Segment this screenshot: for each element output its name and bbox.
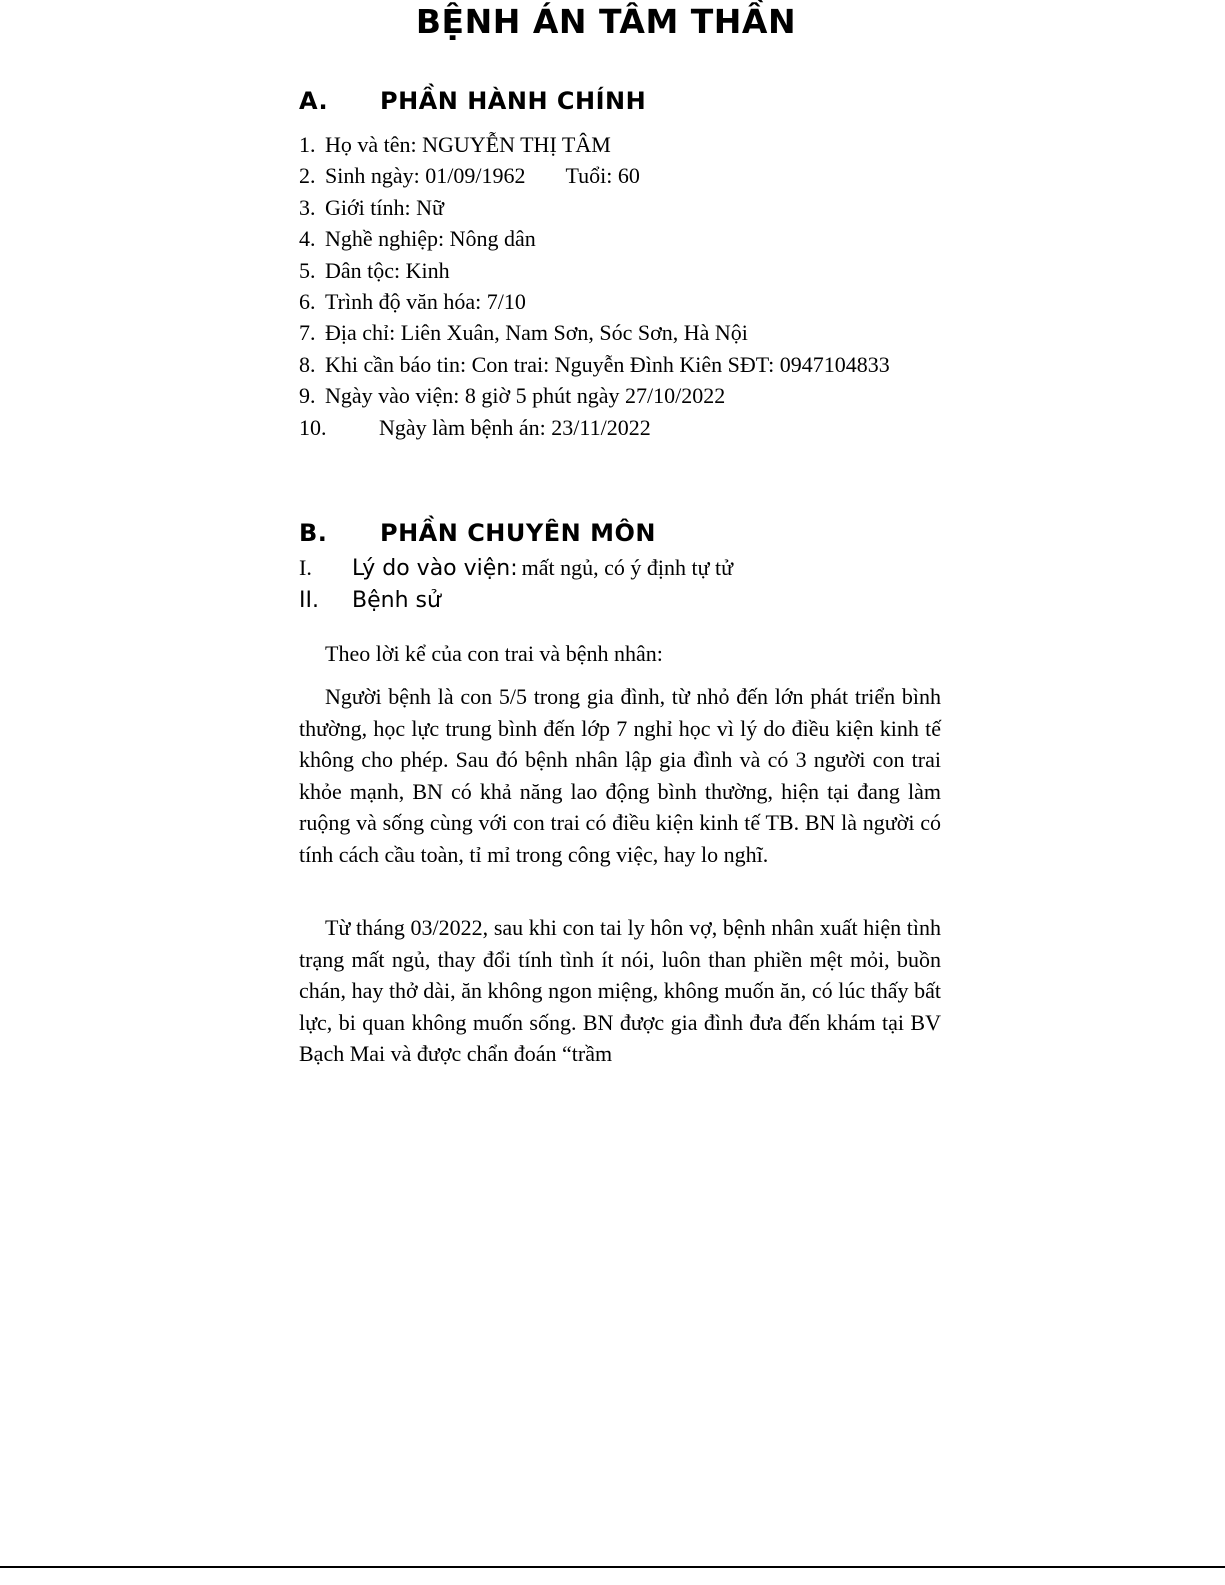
medical-history-label: Bệnh sử: [352, 588, 441, 613]
item-number: 4.: [299, 226, 316, 252]
list-item: [299, 412, 941, 443]
address: Địa chỉ: Liên Xuân, Nam Sơn, Sóc Sơn, Hà Nội: [325, 320, 748, 346]
section-b-heading: [299, 518, 941, 548]
item-number: 8.: [299, 351, 316, 377]
item-number: 6.: [299, 289, 316, 315]
admission-reason-label: Lý do vào viện:: [352, 556, 518, 581]
item-number: 3.: [299, 194, 316, 220]
list-item: [299, 160, 941, 191]
page-bottom-rule: [0, 1566, 1225, 1568]
page-title: BỆNH ÁN TÂM THẦN: [415, 2, 797, 41]
history-onset-paragraph: Từ tháng 03/2022, sau khi con tai ly hôn vợ, bệnh nhân xuất hiện tình trạng mất ngủ, thay đổi tính tình ít nói, luôn than phiền mệt mỏi, buồn chán, hay thở dài, ăn không ngon miệng, không muốn ăn, có lúc thấy bất lực, bi quan không muốn sống. BN được gia đình đưa đến khám tại BV Bạch Mai và được chẩn đoán “trầm: [299, 915, 941, 1067]
list-item: [299, 317, 941, 348]
section-b-title: PHẦN CHUYÊN MÔN: [380, 519, 656, 547]
list-item: [299, 129, 941, 160]
birth-date-age: [325, 160, 941, 191]
item-number: 1.: [299, 132, 316, 157]
roman-numeral: I.: [299, 555, 312, 580]
list-item: [299, 349, 941, 380]
item-number: 7.: [299, 320, 316, 346]
item-number: 5.: [299, 257, 316, 283]
section-b-letter: B.: [299, 519, 328, 547]
record-date: Ngày làm bệnh án: 23/11/2022: [379, 414, 651, 440]
item-number: 9.: [299, 383, 316, 409]
birth-date: Sinh ngày: 01/09/1962: [325, 163, 526, 189]
age: Tuổi: 60: [565, 163, 640, 189]
admission-reason-value: mất ngủ, có ý định tự tử: [521, 555, 734, 580]
list-item: [299, 223, 941, 254]
admission-date: Ngày vào viện: 8 giờ 5 phút ngày 27/10/2022: [325, 383, 726, 409]
patient-name: Họ và tên: NGUYỄN THỊ TÂM: [325, 132, 611, 157]
section-a-title: PHẦN HÀNH CHÍNH: [380, 87, 647, 115]
education-level: Trình độ văn hóa: 7/10: [325, 289, 526, 315]
admission-reason: [299, 551, 941, 587]
occupation: Nghề nghiệp: Nông dân: [325, 226, 536, 252]
item-number: 10.: [299, 414, 327, 440]
section-a-heading: [299, 86, 941, 116]
ethnicity: Dân tộc: Kinh: [325, 257, 450, 283]
gender: Giới tính: Nữ: [325, 194, 444, 220]
section-a-letter: A.: [299, 87, 329, 115]
list-item: [299, 255, 941, 286]
emergency-contact: Khi cần báo tin: Con trai: Nguyễn Đình Kiên SĐT: 0947104833: [325, 351, 890, 377]
administrative-info-list: [299, 129, 941, 443]
roman-numeral: II.: [299, 588, 319, 613]
list-item: [299, 380, 941, 411]
list-item: [299, 192, 941, 223]
history-intro-paragraph: Theo lời kể của con trai và bệnh nhân:: [325, 641, 663, 666]
list-item: [299, 286, 941, 317]
medical-history-heading: [299, 584, 941, 619]
item-number: 2.: [299, 163, 316, 189]
history-background-paragraph: Người bệnh là con 5/5 trong gia đình, từ nhỏ đến lớn phát triển bình thường, học lực trung bình đến lớp 7 nghỉ học vì lý do điều kiện kinh tế không cho phép. Sau đó bệnh nhân lập gia đình và có 3 người con trai khỏe mạnh, BN có khả năng lao động bình thường, hiện tại đang làm ruộng và sống cùng với con trai có điều kiện kinh tế TB. BN là người có tính cách cầu toàn, tỉ mỉ trong công việc, hay lo nghĩ.: [299, 684, 941, 867]
